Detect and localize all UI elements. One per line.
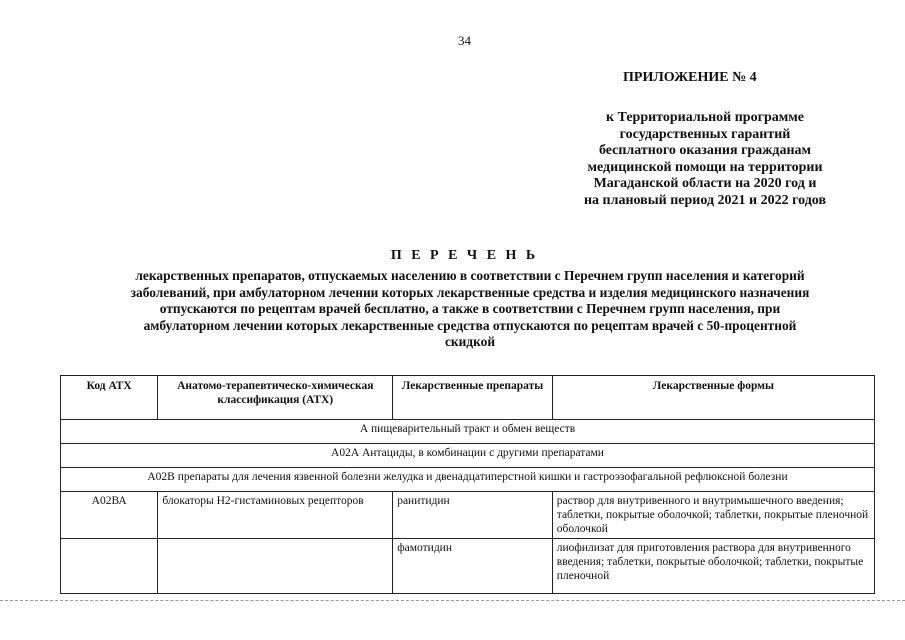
list-subtitle-line: скидкой [444, 334, 496, 349]
page-number: 34 [458, 33, 471, 48]
cell-forms: лиофилизат для приготовления раствора для внутривенного введения; таблетки, покрытые оболочкой; таблетки, покрытые пленочной [552, 539, 874, 594]
section-row [61, 468, 875, 492]
header-code: Код АТХ [61, 376, 158, 420]
header-classification: Анатомо-терапевтическо-химическая классификация (АТХ) [158, 376, 393, 420]
appendix-subtitle-line: бесплатного оказания гражданам [598, 143, 812, 159]
section-cell: А02В препараты для лечения язвенной болезни желудка и двенадцатиперстной кишки и гастроэзофагальной рефлюксной болезни [61, 468, 875, 492]
list-title: П Е Р Е Ч Е Н Ь [390, 248, 539, 263]
appendix-subtitle-line: Магаданской области на 2020 год и [593, 176, 817, 192]
appendix-subtitle [555, 110, 855, 210]
list-subtitle-line: отпускаются по рецептам врачей бесплатно, а также в соответствии с Перечнем групп населения, при [159, 301, 781, 316]
cell-forms: раствор для внутривенного и внутримышечного введения; таблетки, покрытые оболочкой; таблетки, покрытые пленочной оболочкой [552, 492, 874, 539]
appendix-subtitle-line: государственных гарантий [619, 126, 791, 142]
scan-divider [0, 600, 905, 601]
table-row [61, 492, 875, 539]
list-subtitle-line: амбулаторном лечении которых лекарственные средства отпускаются по рецептам врачей с 50-процентной [143, 317, 797, 333]
list-subtitle-line: заболеваний, при амбулаторном лечении которых лекарственные средства и изделия медицинского назначения [130, 284, 810, 300]
list-subtitle [30, 268, 905, 351]
list-subtitle-line: лекарственных препаратов, отпускаемых населению в соответствии с Перечнем групп населения и категорий [135, 268, 805, 283]
header-drugs: Лекарственные препараты [393, 376, 553, 420]
cell-classification [158, 539, 393, 594]
cell-drug: фамотидин [393, 539, 553, 594]
cell-code: А02ВА [61, 492, 158, 539]
section-row [61, 444, 875, 468]
drug-table [60, 375, 875, 594]
cell-drug: ранитидин [393, 492, 553, 539]
table-header-row [61, 376, 875, 420]
appendix-title: ПРИЛОЖЕНИЕ № 4 [623, 70, 757, 85]
appendix-subtitle-line: медицинской помощи на территории [587, 159, 823, 175]
appendix-subtitle-line: на плановый период 2021 и 2022 годов [583, 192, 827, 208]
table-row [61, 539, 875, 594]
section-cell: А пищеварительный тракт и обмен веществ [61, 420, 875, 444]
section-row [61, 420, 875, 444]
cell-code [61, 539, 158, 594]
cell-classification: блокаторы Н2-гистаминовых рецепторов [158, 492, 393, 539]
appendix-subtitle-line: к Территориальной программе [605, 110, 805, 125]
header-forms: Лекарственные формы [552, 376, 874, 420]
section-cell: А02А Антациды, в комбинации с другими препаратами [61, 444, 875, 468]
